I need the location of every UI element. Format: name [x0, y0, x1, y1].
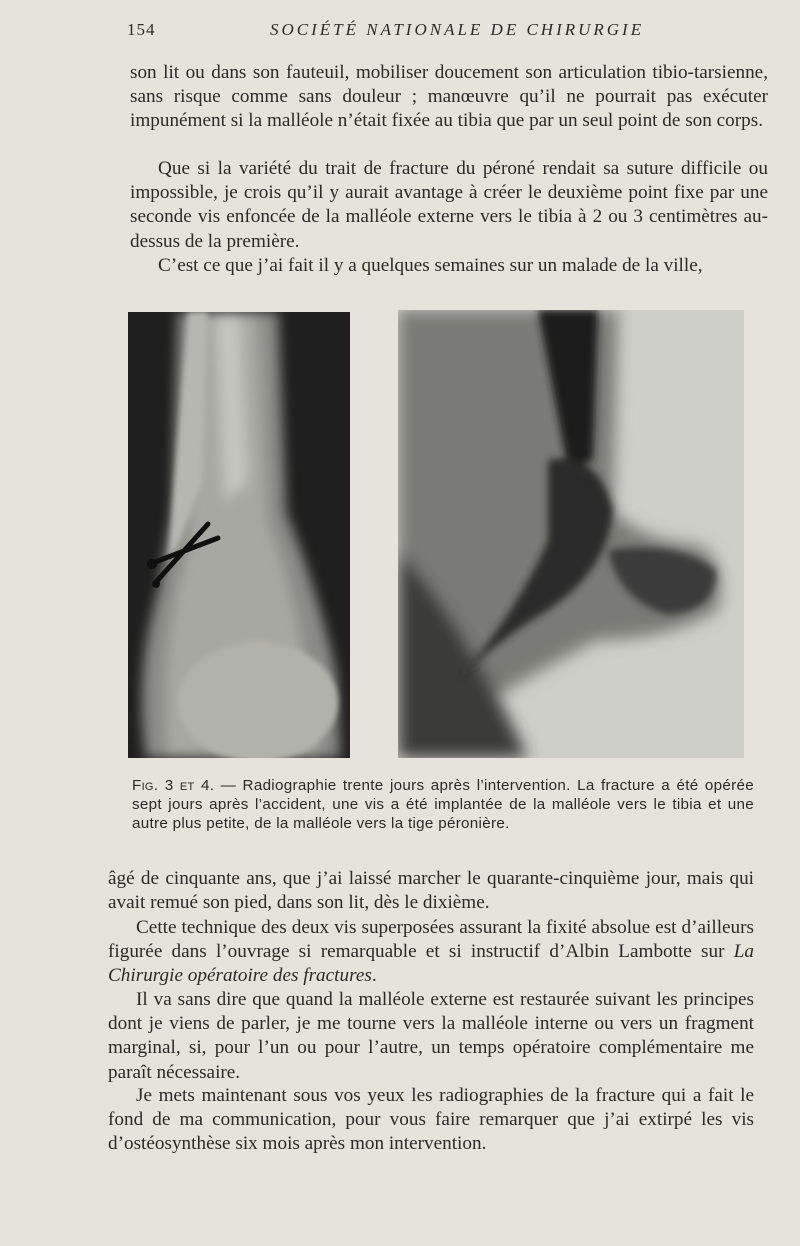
paragraph: son lit ou dans son fauteuil, mobiliser doucement son articulation tibio-tarsienne, sans risque comme sans douleur ; manœuvre qu’il ne pourrait pas exécuter impunément si la malléole n’était fixée au tibia que par un seul point de son corps. — [130, 62, 768, 132]
figure-radiographs — [128, 310, 750, 758]
paragraph: C’est ce que j’ai fait il y a quelques semaines sur un malade de la ville, — [158, 255, 703, 276]
figure-caption — [132, 776, 754, 833]
paragraph: Je mets maintenant sous vos yeux les radiographies de la fracture qui a fait le fond de ma communication, pour vous faire remarquer que j’ai extirpé les vis d’ostéosynthèse six mois après mon intervention. — [108, 1085, 754, 1155]
page-header — [0, 14, 800, 44]
page-number: 154 — [127, 20, 156, 39]
caption-text: — Radiographie trente jours après l’intervention. La fracture a été opérée sept jours après l’accident, une vis a été implantée de la malléole vers le tibia et une autre plus petite, de la malléole vers la tige péronière. — [132, 777, 754, 832]
paragraph-text: . — [371, 965, 377, 987]
paragraph — [108, 916, 754, 989]
book-title: La Chirurgie opératoire des fractures — [108, 941, 754, 987]
running-title: SOCIÉTÉ NATIONALE DE CHIRURGIE — [270, 20, 645, 39]
paragraph-text: Cette technique des deux vis superposées assurant la fixité absolue est d’ailleurs figurée dans l’ouvrage si remarquable et si instructif d’Albin Lambotte sur — [108, 917, 754, 963]
paragraph: Que si la variété du trait de fracture du péroné rendait sa suture difficile ou impossible, je crois qu’il y aurait avantage à créer le deuxième point fixe par une seconde vis enfoncée de la malléole externe vers le tibia à 2 ou 3 centimètres au-dessus de la première. — [130, 158, 768, 252]
paragraph: âgé de cinquante ans, que j’ai laissé marcher le quarante-cinquième jour, mais qui avait remué son pied, dans son lit, dès le dixième. — [108, 868, 754, 914]
caption-label: Fig. 3 et 4. — [132, 777, 215, 794]
radiograph-front-view — [128, 312, 350, 758]
paragraph: Il va sans dire que quand la malléole externe est restaurée suivant les principes dont je viens de parler, je me tourne vers la malléole interne ou vers un fragment marginal, si, pour l’un ou pour l’autre, un temps opératoire complémentaire me paraît nécessaire. — [108, 989, 754, 1083]
radiograph-lateral-view — [398, 310, 744, 758]
